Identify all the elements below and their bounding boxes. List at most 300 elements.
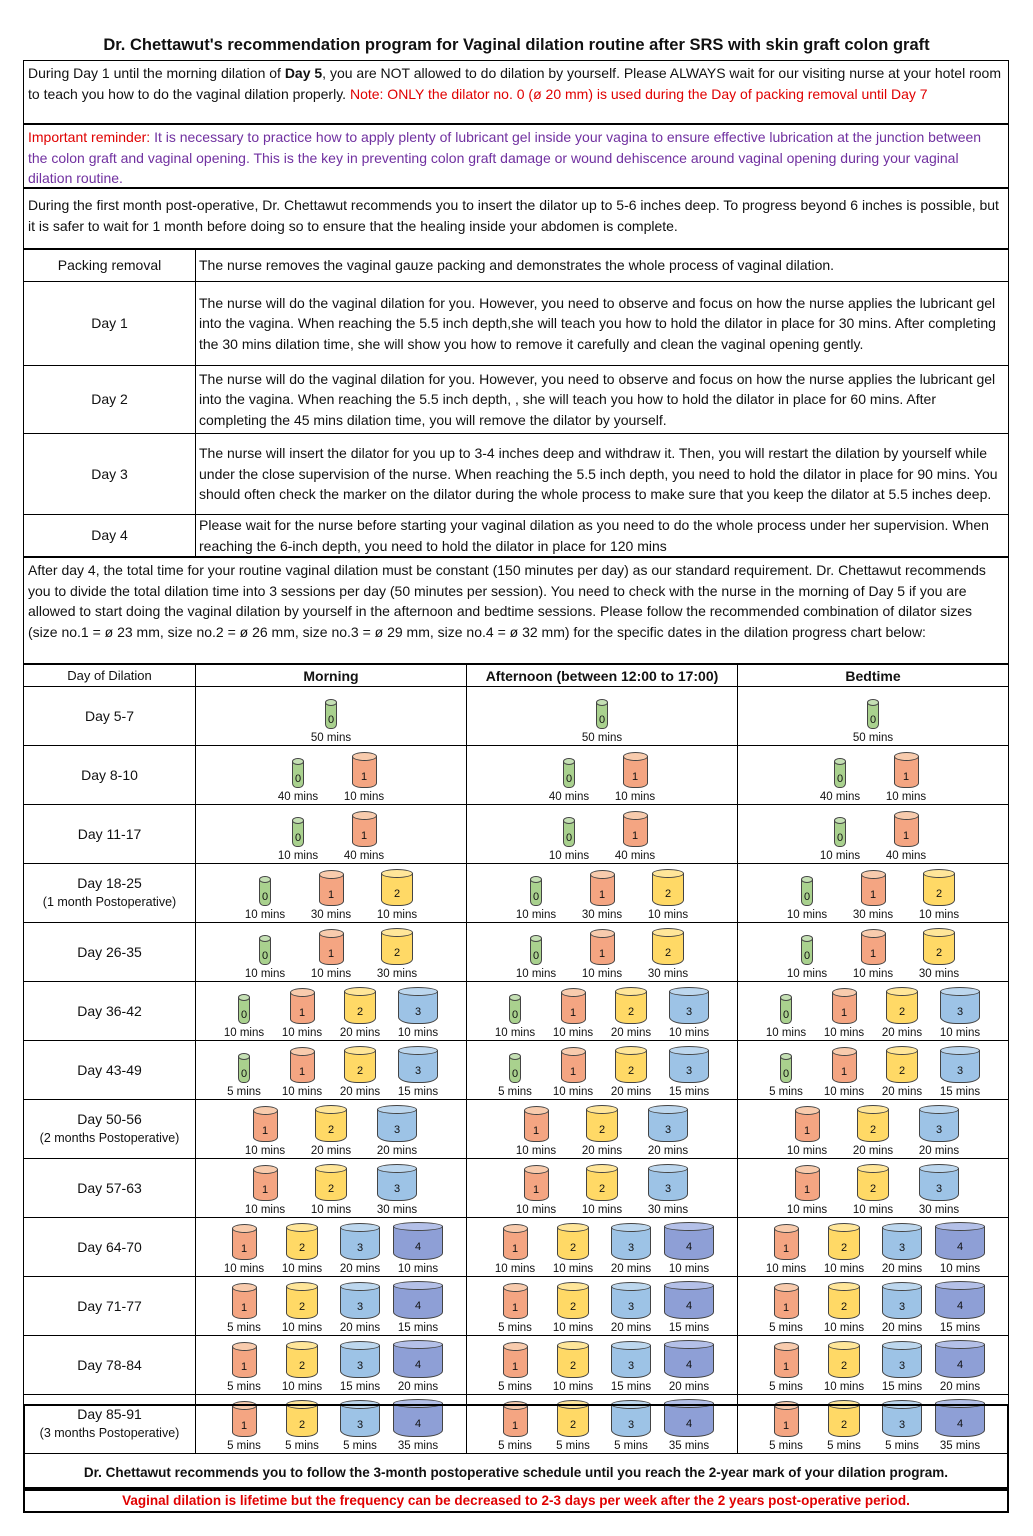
dilator-duration: 10 mins (494, 1027, 536, 1039)
dilator-number: 2 (327, 1182, 335, 1195)
dilator-size-3-icon (882, 1286, 922, 1319)
intro-text-a: During Day 1 until the morning dilation of (28, 65, 285, 81)
dilator-size-4-icon (935, 1403, 985, 1437)
step-text: The nurse will do the vaginal dilation for you. However, you need to observe and focus on how the nurse applies the lubricant gel into the vagina. When reaching the 5.5 inch depth, , she will teach you how to hold the dilator in place for 60 mins. After completing the 45 mins dilation time, you will remove the dilator by yourself. (196, 366, 1009, 434)
dilator-entry (873, 1404, 931, 1452)
dilator-entry (503, 938, 569, 980)
dilator-duration: 10 mins (786, 968, 828, 980)
dilator-entry (215, 1346, 273, 1393)
dilator-number: 1 (240, 1242, 248, 1255)
dilator-entry (544, 1286, 602, 1334)
intro-note: Note: ONLY the dilator no. 0 (ø 20 mm) is used during the Day of packing removal until Day 7 (349, 85, 928, 102)
dilator-number: 2 (869, 1123, 877, 1136)
dilator-size-2-icon (315, 1109, 347, 1142)
day-range-note: (2 months Postoperative) (39, 1131, 180, 1145)
dilator-size-1-icon (232, 1346, 257, 1378)
dilator-entry (815, 992, 873, 1039)
dilator-duration: 5 mins (556, 1440, 590, 1452)
dilator-number: 1 (240, 1301, 248, 1314)
dilator-entry (331, 1286, 389, 1334)
dilator-size-0-icon (292, 820, 304, 847)
bedtime-cell (738, 1395, 1009, 1454)
dilator-size-2-icon (828, 1227, 860, 1260)
dilator-size-1-icon (352, 815, 377, 847)
afternoon-cell (467, 1041, 738, 1100)
dilator-entry (840, 933, 906, 980)
dilator-entry (364, 1168, 430, 1216)
dilator-number: 0 (261, 950, 269, 963)
dilator-entry (298, 1168, 364, 1216)
dilator-number: 3 (898, 1359, 906, 1372)
dilator-size-1-icon (503, 1405, 528, 1437)
recommendation-text: Dr. Chettawut recommends you to follow the 3-month postoperative schedule until you reach the 2-year mark of your dilation program. (83, 1465, 949, 1480)
dilator-number: 2 (898, 1064, 906, 1077)
dilator-duration: 30 mins (376, 1204, 418, 1216)
dilator-number: 2 (356, 1064, 364, 1077)
dilator-duration: 5 mins (885, 1440, 919, 1452)
dilator-number: 3 (664, 1123, 672, 1136)
day-range: Day 71-77 (77, 1297, 142, 1314)
dilator-entry (569, 702, 635, 744)
dilator-entry (389, 1226, 447, 1275)
day-range-cell (24, 1218, 196, 1277)
dilator-duration: 20 mins (881, 1086, 923, 1098)
dilator-number: 2 (298, 1241, 306, 1254)
dilator-size-4-icon (935, 1344, 985, 1378)
dilator-duration: 15 mins (881, 1381, 923, 1393)
dilator-entry (774, 1110, 840, 1157)
header-morning: Morning (196, 665, 467, 687)
dilator-number: 0 (261, 891, 269, 904)
dilator-entry (273, 1051, 331, 1098)
dilator-size-2-icon (344, 1050, 376, 1083)
dilator-entry (265, 820, 331, 862)
dilator-entry (757, 1228, 815, 1275)
dilator-size-0-icon (780, 997, 792, 1024)
dilator-size-0-icon (780, 1056, 792, 1083)
dilator-size-0-icon (530, 879, 542, 906)
dilator-entry (544, 992, 602, 1039)
header-afternoon: Afternoon (between 12:00 to 17:00) (467, 665, 738, 687)
dilator-duration: 15 mins (668, 1086, 710, 1098)
dilator-entry (215, 1287, 273, 1334)
dilator-duration: 10 mins (552, 1381, 594, 1393)
afternoon-cell (467, 1277, 738, 1336)
dilator-duration: 10 mins (310, 1204, 352, 1216)
chart-row (24, 1159, 1009, 1218)
dilator-number: 1 (598, 947, 606, 960)
dilator-number: 4 (685, 1418, 693, 1431)
dilator-number: 1 (532, 1124, 540, 1137)
dilator-number: 2 (935, 887, 943, 900)
dilator-size-2-icon (557, 1286, 589, 1319)
chart-row (24, 1336, 1009, 1395)
dilator-number: 1 (631, 770, 639, 783)
dilator-duration: 10 mins (852, 1204, 894, 1216)
dilator-number: 3 (393, 1182, 401, 1195)
dilator-entry (807, 761, 873, 803)
dilator-duration: 15 mins (397, 1086, 439, 1098)
dilator-number: 3 (414, 1064, 422, 1077)
day-range-cell (24, 1100, 196, 1159)
dilator-number: 1 (511, 1419, 519, 1432)
step-label: Day 1 (24, 282, 196, 366)
dilator-number: 2 (869, 1182, 877, 1195)
dilator-duration: 10 mins (548, 850, 590, 862)
chart-row (24, 982, 1009, 1041)
dilator-entry (503, 1110, 569, 1157)
dilator-size-3-icon (340, 1345, 380, 1378)
dilator-duration: 10 mins (223, 1027, 265, 1039)
dilator-duration: 10 mins (581, 968, 623, 980)
dilator-duration: 35 mins (397, 1440, 439, 1452)
dilator-entry (815, 1404, 873, 1452)
dilator-duration: 35 mins (668, 1440, 710, 1452)
dilator-number: 1 (327, 888, 335, 901)
dilator-size-0-icon (834, 820, 846, 847)
dilator-size-0-icon (801, 879, 813, 906)
dilator-number: 1 (840, 1065, 848, 1078)
dilator-entry (486, 997, 544, 1039)
dilator-number: 3 (956, 1005, 964, 1018)
dilator-entry (660, 1226, 718, 1275)
day-range: Day 18-25 (77, 875, 142, 891)
dilator-number: 0 (327, 714, 335, 727)
reminder-paragraph (23, 124, 1009, 188)
dilator-entry (364, 932, 430, 980)
dilator-size-1-icon (795, 1110, 820, 1142)
dilator-number: 4 (414, 1241, 422, 1254)
dilator-duration: 30 mins (647, 968, 689, 980)
dilator-size-0-icon (563, 761, 575, 788)
step-label: Day 3 (24, 434, 196, 515)
dilator-entry (660, 991, 718, 1039)
dilator-entry (602, 1286, 660, 1334)
dilator-duration: 10 mins (494, 1263, 536, 1275)
dilator-entry (503, 1169, 569, 1216)
dilator-size-3-icon (611, 1286, 651, 1319)
dilator-duration: 5 mins (343, 1440, 377, 1452)
dilator-entry (486, 1056, 544, 1098)
dilator-entry (840, 1168, 906, 1216)
dilator-size-2-icon (923, 873, 955, 906)
dilator-duration: 35 mins (939, 1440, 981, 1452)
dilator-size-2-icon (857, 1109, 889, 1142)
dilator-duration: 5 mins (498, 1086, 532, 1098)
dilator-duration: 10 mins (281, 1381, 323, 1393)
dilator-entry (331, 815, 397, 862)
bedtime-cell (738, 1041, 1009, 1100)
day-range: Day 36-42 (77, 1002, 142, 1019)
chart-row (24, 1218, 1009, 1277)
dilator-duration: 10 mins (281, 1263, 323, 1275)
day-range: Day 85-91 (77, 1406, 142, 1422)
dilator-size-0-icon (259, 879, 271, 906)
header-day-of-dilation: Day of Dilation (24, 665, 196, 687)
dilator-size-1-icon (774, 1287, 799, 1319)
dilator-duration: 20 mins (310, 1145, 352, 1157)
dilator-number: 0 (294, 773, 302, 786)
dilator-duration: 10 mins (281, 1027, 323, 1039)
dilator-size-3-icon (611, 1404, 651, 1437)
dilator-number: 0 (532, 891, 540, 904)
dilator-entry (298, 874, 364, 921)
dilator-number: 1 (782, 1242, 790, 1255)
dilator-size-1-icon (232, 1405, 257, 1437)
dilator-entry (569, 874, 635, 921)
dilator-size-4-icon (664, 1285, 714, 1319)
dilator-size-3-icon (669, 1050, 709, 1083)
bedtime-cell (738, 923, 1009, 982)
dilator-size-3-icon (340, 1404, 380, 1437)
dilator-entry (486, 1405, 544, 1452)
dilator-number: 3 (356, 1359, 364, 1372)
dilator-entry (635, 1109, 701, 1157)
dilator-entry (331, 756, 397, 803)
dilator-duration: 20 mins (339, 1086, 381, 1098)
dilator-duration: 10 mins (823, 1381, 865, 1393)
dilator-entry (757, 1346, 815, 1393)
dilator-duration: 15 mins (939, 1086, 981, 1098)
dilator-number: 3 (627, 1359, 635, 1372)
dilator-entry (602, 815, 668, 862)
dilator-size-2-icon (381, 873, 413, 906)
dilator-duration: 20 mins (339, 1322, 381, 1334)
dilator-entry (931, 991, 989, 1039)
dilator-number: 1 (902, 829, 910, 842)
dilator-duration: 10 mins (885, 791, 927, 803)
afternoon-cell (467, 746, 738, 805)
dilator-number: 1 (782, 1301, 790, 1314)
dilator-entry (873, 756, 939, 803)
dilator-size-2-icon (652, 932, 684, 965)
dilator-size-2-icon (286, 1227, 318, 1260)
dilator-size-1-icon (232, 1228, 257, 1260)
dilator-duration: 10 mins (819, 850, 861, 862)
dilator-entry (298, 933, 364, 980)
dilator-number: 3 (393, 1123, 401, 1136)
dilator-duration: 40 mins (819, 791, 861, 803)
dilator-number: 1 (782, 1419, 790, 1432)
dilator-size-3-icon (882, 1404, 922, 1437)
dilator-duration: 15 mins (339, 1381, 381, 1393)
afternoon-cell (467, 1218, 738, 1277)
dilator-number: 0 (294, 832, 302, 845)
dilator-duration: 15 mins (397, 1322, 439, 1334)
dilator-number: 3 (664, 1182, 672, 1195)
dilator-entry (660, 1050, 718, 1098)
afternoon-cell (467, 1395, 738, 1454)
dilator-duration: 50 mins (310, 732, 352, 744)
dilator-duration: 10 mins (310, 968, 352, 980)
dilator-duration: 20 mins (610, 1322, 652, 1334)
chart-row (24, 1277, 1009, 1336)
dilator-size-3-icon (611, 1345, 651, 1378)
dilator-number: 3 (627, 1241, 635, 1254)
dilator-size-4-icon (393, 1344, 443, 1378)
morning-cell (196, 1218, 467, 1277)
chart-header-row (24, 665, 1009, 687)
dilator-size-1-icon (290, 992, 315, 1024)
dilator-entry (569, 1109, 635, 1157)
dilator-duration: 10 mins (244, 968, 286, 980)
dilator-size-1-icon (253, 1110, 278, 1142)
dilator-entry (232, 879, 298, 921)
dilator-entry (906, 932, 972, 980)
dilator-size-4-icon (935, 1285, 985, 1319)
dilator-number: 3 (898, 1300, 906, 1313)
dilator-number: 1 (840, 1006, 848, 1019)
dilator-entry (906, 1168, 972, 1216)
dilator-duration: 5 mins (769, 1381, 803, 1393)
dilator-size-3-icon (377, 1168, 417, 1201)
dilator-entry (807, 820, 873, 862)
day-range: Day 78-84 (77, 1356, 142, 1373)
dilator-number: 0 (836, 832, 844, 845)
dilator-entry (815, 1286, 873, 1334)
dilator-size-3-icon (919, 1109, 959, 1142)
chart-row (24, 864, 1009, 923)
dilator-entry (815, 1227, 873, 1275)
dilator-entry (273, 1404, 331, 1452)
intro-day5: Day 5 (284, 65, 323, 81)
bedtime-cell (738, 687, 1009, 746)
day-range-cell (24, 687, 196, 746)
dilator-number: 2 (298, 1300, 306, 1313)
dilator-number: 4 (685, 1359, 693, 1372)
dilator-number: 2 (898, 1005, 906, 1018)
dilator-size-2-icon (381, 932, 413, 965)
dilator-entry (331, 1345, 389, 1393)
dilator-size-0-icon (238, 997, 250, 1024)
dilator-number: 1 (298, 1006, 306, 1019)
dilator-size-4-icon (664, 1403, 714, 1437)
dilator-duration: 5 mins (614, 1440, 648, 1452)
dilator-entry (389, 1403, 447, 1452)
dilator-entry (931, 1285, 989, 1334)
dilator-entry (215, 997, 273, 1039)
dilator-number: 3 (935, 1123, 943, 1136)
afternoon-cell (467, 1159, 738, 1218)
dilator-size-1-icon (232, 1287, 257, 1319)
dilator-size-1-icon (503, 1228, 528, 1260)
dilator-duration: 30 mins (852, 909, 894, 921)
dilator-entry (265, 761, 331, 803)
dilator-entry (331, 1050, 389, 1098)
dilator-number: 0 (598, 714, 606, 727)
dilator-size-0-icon (259, 938, 271, 965)
dilator-duration: 50 mins (581, 732, 623, 744)
dilator-duration: 40 mins (548, 791, 590, 803)
dilator-size-0-icon (509, 1056, 521, 1083)
dilator-size-3-icon (648, 1168, 688, 1201)
dilator-size-2-icon (652, 873, 684, 906)
step-row (24, 366, 1009, 434)
dilator-number: 2 (664, 946, 672, 959)
dilator-number: 2 (935, 946, 943, 959)
dilation-progress-chart (23, 664, 1009, 1454)
morning-cell (196, 1159, 467, 1218)
dilator-number: 3 (356, 1241, 364, 1254)
dilator-number: 3 (414, 1005, 422, 1018)
dilator-size-1-icon (561, 992, 586, 1024)
dilator-number: 1 (598, 888, 606, 901)
step-label: Packing removal (24, 250, 196, 282)
dilator-number: 2 (356, 1005, 364, 1018)
dilator-duration: 15 mins (939, 1322, 981, 1334)
dilator-entry (602, 1050, 660, 1098)
dilator-entry (660, 1285, 718, 1334)
dilator-number: 3 (627, 1418, 635, 1431)
dilator-size-4-icon (935, 1226, 985, 1260)
dilator-entry (215, 1056, 273, 1098)
morning-cell (196, 1041, 467, 1100)
dilator-entry (486, 1228, 544, 1275)
dilator-size-0-icon (292, 761, 304, 788)
dilator-entry (273, 1286, 331, 1334)
dilator-entry (602, 756, 668, 803)
dilator-duration: 10 mins (244, 1204, 286, 1216)
dilator-entry (774, 879, 840, 921)
dilator-entry (232, 1110, 298, 1157)
dilator-entry (232, 1169, 298, 1216)
dilator-entry (873, 1227, 931, 1275)
dilator-duration: 5 mins (769, 1322, 803, 1334)
dilator-duration: 20 mins (647, 1145, 689, 1157)
day-range-cell (24, 1336, 196, 1395)
dilator-duration: 20 mins (581, 1145, 623, 1157)
dilator-entry (815, 1345, 873, 1393)
dilator-number: 1 (569, 1006, 577, 1019)
dilator-duration: 10 mins (823, 1322, 865, 1334)
dilator-duration: 15 mins (668, 1322, 710, 1334)
bedtime-cell (738, 1100, 1009, 1159)
dilator-number: 2 (569, 1418, 577, 1431)
dilator-duration: 5 mins (227, 1086, 261, 1098)
bedtime-cell (738, 1159, 1009, 1218)
dilator-number: 0 (532, 950, 540, 963)
dilator-size-4-icon (664, 1226, 714, 1260)
afternoon-cell (467, 982, 738, 1041)
dilator-size-1-icon (832, 992, 857, 1024)
dilator-number: 1 (803, 1183, 811, 1196)
dilator-size-1-icon (503, 1346, 528, 1378)
day-range: Day 43-49 (77, 1061, 142, 1078)
dilator-duration: 15 mins (610, 1381, 652, 1393)
bedtime-cell (738, 982, 1009, 1041)
dilator-number: 4 (414, 1300, 422, 1313)
dilator-size-1-icon (561, 1051, 586, 1083)
dilator-number: 0 (803, 950, 811, 963)
dilator-size-3-icon (882, 1345, 922, 1378)
dilator-duration: 50 mins (852, 732, 894, 744)
dilator-duration: 5 mins (227, 1322, 261, 1334)
dilator-entry (906, 1109, 972, 1157)
dilator-size-3-icon (648, 1109, 688, 1142)
dilator-number: 0 (511, 1068, 519, 1081)
chart-row (24, 1395, 1009, 1454)
afternoon-cell (467, 805, 738, 864)
dilator-entry (774, 1169, 840, 1216)
morning-cell (196, 1395, 467, 1454)
dilator-duration: 10 mins (552, 1086, 594, 1098)
dilator-number: 2 (598, 1123, 606, 1136)
day-range: Day 26-35 (77, 943, 142, 960)
dilator-number: 4 (956, 1241, 964, 1254)
dilator-number: 4 (685, 1241, 693, 1254)
dilator-size-2-icon (344, 991, 376, 1024)
dilator-number: 2 (327, 1123, 335, 1136)
